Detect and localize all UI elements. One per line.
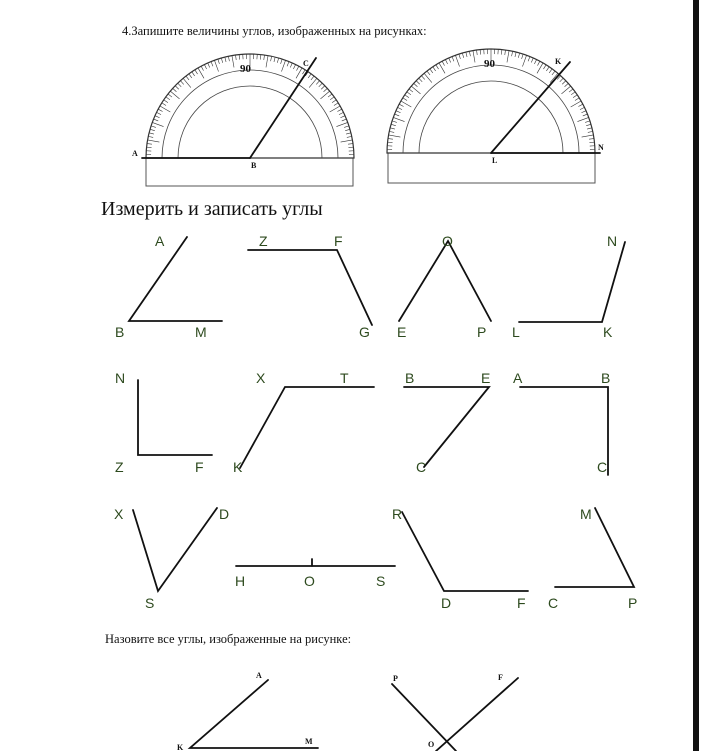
label: F	[195, 459, 204, 475]
angle-zfg	[248, 233, 372, 340]
label: M	[195, 324, 207, 340]
label: K	[233, 459, 243, 475]
label: F	[498, 673, 503, 682]
protractor-1-90: 90	[240, 63, 251, 75]
label: S	[376, 573, 386, 589]
label: C	[548, 595, 559, 611]
protractor-1-label-c: C	[303, 59, 309, 68]
label: Z	[259, 233, 268, 249]
protractor-2-label-k: K	[555, 57, 562, 66]
protractor-2	[387, 49, 604, 183]
angle-bec	[404, 370, 490, 475]
label: F	[334, 233, 343, 249]
angle-nzf	[115, 370, 212, 475]
label: L	[512, 324, 520, 340]
angle-abm	[115, 233, 222, 340]
label: M	[580, 506, 592, 522]
label: C	[416, 459, 427, 475]
angle-rdf	[392, 506, 528, 611]
angle-xtk	[233, 370, 374, 475]
protractor-2-90: 90	[484, 58, 495, 70]
protractor-2-label-l: L	[492, 156, 498, 165]
angle-xds	[114, 506, 229, 611]
label: B	[601, 370, 611, 386]
label: X	[256, 370, 266, 386]
label: P	[393, 674, 398, 683]
angle-hos	[235, 559, 395, 589]
label: O	[304, 573, 315, 589]
label: M	[305, 737, 313, 746]
bottom-figure-right	[392, 673, 518, 751]
task4-text: 4.Запишите величины углов, изображенных на рисунках:	[122, 24, 427, 38]
label: N	[607, 233, 618, 249]
bottom-figure-left	[177, 671, 318, 751]
label: F	[517, 595, 526, 611]
label: S	[145, 595, 155, 611]
section-heading: Измерить и записать углы	[101, 198, 323, 220]
label: H	[235, 573, 246, 589]
angle-abc	[513, 370, 610, 475]
label: O	[442, 233, 453, 249]
label: C	[597, 459, 608, 475]
label: X	[114, 506, 124, 522]
label: P	[628, 595, 638, 611]
label: A	[513, 370, 523, 386]
label: E	[397, 324, 407, 340]
label: B	[115, 324, 125, 340]
angle-mcp	[548, 506, 637, 611]
label: D	[219, 506, 230, 522]
label: T	[340, 370, 349, 386]
label: N	[115, 370, 126, 386]
label: R	[392, 506, 403, 522]
angle-nlk	[512, 233, 625, 340]
angle-oep	[397, 233, 491, 340]
label: E	[481, 370, 491, 386]
label: P	[477, 324, 487, 340]
label: O	[428, 740, 435, 749]
protractor-1-label-a: A	[132, 149, 138, 158]
label: G	[359, 324, 370, 340]
label: A	[155, 233, 165, 249]
protractor-1	[132, 54, 354, 186]
protractor-1-label-b: B	[251, 161, 257, 170]
label: Z	[115, 459, 124, 475]
protractor-2-label-n: N	[598, 143, 604, 152]
label: B	[405, 370, 415, 386]
label: A	[256, 671, 262, 680]
label: K	[603, 324, 613, 340]
task-bottom-text: Назовите все углы, изображенные на рисунке:	[105, 632, 352, 646]
label: K	[177, 743, 184, 751]
label: D	[441, 595, 452, 611]
